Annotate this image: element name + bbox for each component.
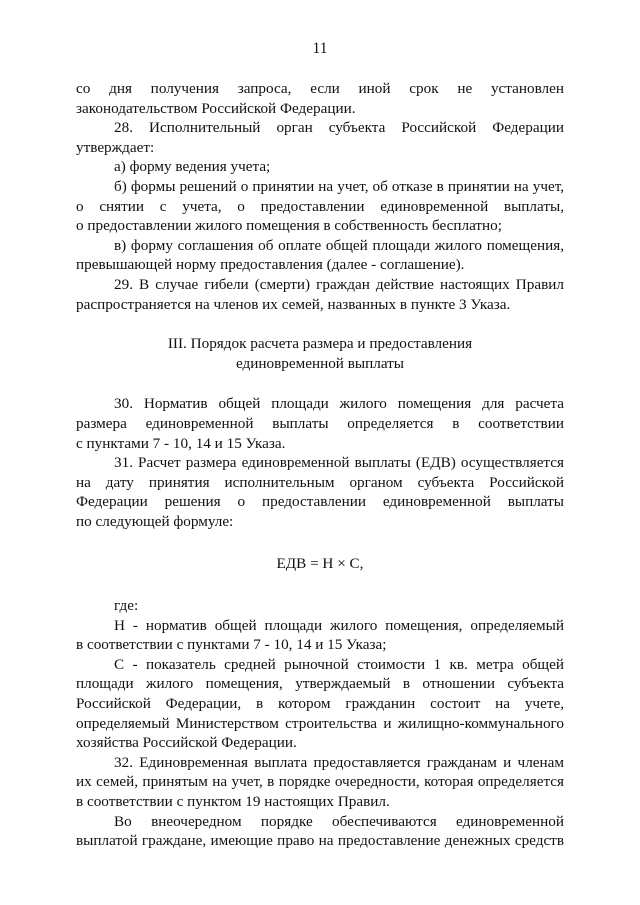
text-line: утверждает: (76, 138, 155, 156)
text-line: выплатой граждане, имеющие право на предоставление денежных средств (76, 832, 564, 850)
section-heading-line-1: III. Порядок расчета размера и предоставления (167, 335, 473, 353)
text-line: со дня получения запроса, если иной срок не установлен (76, 80, 564, 97)
document-body (76, 79, 564, 851)
page-number: 11 (312, 40, 328, 57)
text-line: законодательством Российской Федерации. (76, 99, 356, 117)
text-line: в соответствии с пунктом 19 настоящих Правил. (76, 793, 390, 810)
clause-28-item-a: а) форму ведения учета; (114, 158, 271, 176)
text-line: распространяется на членов их семей, названных в пункте 3 Указа. (76, 295, 511, 313)
text-line: Российской Федерации, в котором гражданин состоит на учете, (76, 695, 564, 713)
formula: ЕДВ = Н × С, (276, 555, 364, 573)
clause-28-item-c: в) форму соглашения об оплате общей площади жилого помещения, (114, 236, 564, 254)
section-heading-line-2: единовременной выплаты (235, 354, 405, 372)
text-line: хозяйства Российской Федерации. (76, 734, 297, 752)
text-line: с пунктами 7 - 10, 14 и 15 Указа. (76, 434, 286, 452)
clause-31: 31. Расчет размера единовременной выплаты (ЕДВ) осуществляется (114, 454, 564, 472)
text-line: размера единовременной выплаты определяется в соответствии (76, 414, 564, 432)
text-line: о снятии с учета, о предоставлении единовременной выплаты, (76, 197, 564, 215)
text-line: их семей, принятым на учет, в порядке очередности, которая определяется (76, 773, 564, 791)
paragraph-extraordinary: Во внеочередном порядке обеспечиваются единовременной (114, 812, 564, 830)
text-line: площади жилого помещения, утверждаемый в отношении субъекта (76, 675, 564, 693)
text-line: о предоставлении жилого помещения в собственность бесплатно; (76, 217, 502, 235)
text-line: определяемый Министерством строительства и жилищно-коммунального (76, 714, 564, 732)
text-line: по следующей формуле: (76, 512, 234, 530)
text-line: на дату принятия исполнительным органом субъекта Российской (76, 473, 564, 491)
where-label: где: (114, 597, 139, 615)
text-line: в соответствии с пунктами 7 - 10, 14 и 15 Указа; (76, 636, 387, 654)
clause-32: 32. Единовременная выплата предоставляется гражданам и членам (114, 753, 564, 771)
definition-n: Н - норматив общей площади жилого помещения, определяемый (114, 616, 564, 634)
clause-29: 29. В случае гибели (смерти) граждан действие настоящих Правил (114, 275, 564, 293)
definition-c: С - показатель средней рыночной стоимости 1 кв. метра общей (114, 655, 564, 673)
clause-28-item-b: б) формы решений о принятии на учет, об отказе в принятии на учет, (114, 177, 564, 195)
clause-30: 30. Норматив общей площади жилого помещения для расчета (114, 395, 564, 413)
clause-28: 28. Исполнительный орган субъекта Российской Федерации (114, 119, 564, 137)
text-line: Федерации решения о предоставлении единовременной выплаты (76, 493, 564, 511)
section-heading (76, 334, 564, 373)
text-line: превышающей норму предоставления (далее - соглашение). (76, 256, 465, 274)
